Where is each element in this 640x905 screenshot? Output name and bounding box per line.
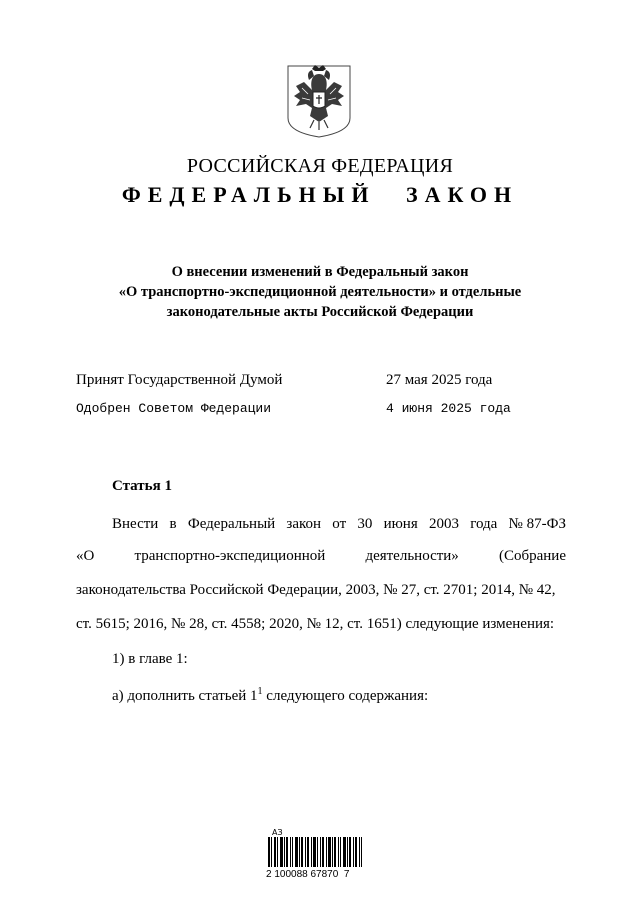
word: транспортно-экспедиционной [134,548,326,564]
word: № 87-ФЗ [508,516,566,532]
list-item-chapter: 1) в главе 1: [112,651,188,667]
law-subject-line-1: О внесении изменений в Федеральный закон [171,264,469,280]
word: года [470,516,498,532]
word: «О [76,548,95,564]
council-approval-date: 4 июня 2025 года [386,401,511,416]
barcode-number: 2 100088 67870 7 [266,869,350,880]
list-item-a [112,686,428,705]
coat-of-arms-icon [286,62,352,138]
law-subject-line-2: «О транспортно-экспедиционной деятельности» и отдельные [118,284,522,300]
article-heading: Статья 1 [112,478,172,494]
council-approval-label: Одобрен Советом Федерации [76,401,272,416]
barcode-mark: АЗ [272,828,283,837]
word: Федеральный [187,516,276,532]
word: от [332,516,347,532]
word: закон [286,516,322,532]
word: июня [383,516,418,532]
word: Внести [112,516,159,532]
paragraph-line-3: законодательства Российской Федерации, 2003, № 27, ст. 2701; 2014, № 42, [76,582,556,598]
word: в [169,516,177,532]
duma-adoption-date: 27 мая 2025 года [386,372,493,388]
barcode-icon [268,837,362,867]
document-type-title [0,182,640,208]
document-type-word-1: ФЕДЕРАЛЬНЫЙ [121,182,376,207]
law-subject [0,262,640,322]
law-subject-line-3: законодательные акты Российской Федерации [166,304,474,320]
country-name: РОССИЙСКАЯ ФЕДЕРАЦИЯ [186,155,454,177]
word: деятельности» [365,548,459,564]
word: (Собрание [498,548,566,564]
word: 2003 [428,516,459,532]
document-type-word-2: ЗАКОН [406,182,519,207]
word: 30 [357,516,373,532]
paragraph-line-1 [112,516,566,533]
paragraph-line-4: ст. 5615; 2016, № 28, ст. 4558; 2020, № 12, ст. 1651) следующие изменения: [76,616,555,632]
list-item-a-tail: следующего содержания: [262,688,429,704]
list-item-a-text: а) дополнить статьей 1 [112,688,258,704]
paragraph-line-2 [76,548,566,565]
list-item-a-superscript: 1 [257,686,263,697]
duma-adoption-label: Принят Государственной Думой [76,372,283,388]
